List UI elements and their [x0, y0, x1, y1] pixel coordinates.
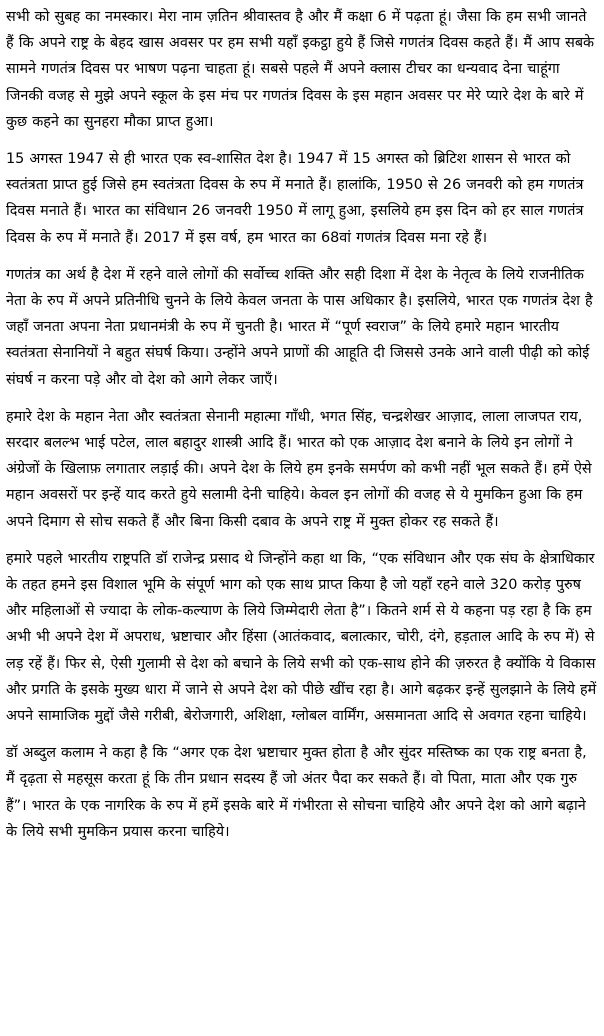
- paragraph-independence-history: 15 अगस्त 1947 से ही भारत एक स्व-शासित देश है। 1947 में 15 अगस्त को ब्रिटिश शासन से भारत को स्वतंत्रता प्राप्त हुई जिसे हम स्वतंत्रता दिवस के रुप में मनाते हैं। हालांकि, 1950 से 26 जनवरी को हम गणतंत्र दिवस मनाते हैं। भारत का संविधान 26 जनवरी 1950 में लागू हुआ, इसलिये हम इस दिन को हर साल गणतंत्र दिवस के रुप में मनाते हैं। 2017 में इस वर्ष, हम भारत का 68वां गणतंत्र दिवस मना रहे हैं।: [6, 151, 584, 246]
- paragraph-republic-meaning: गणतंत्र का अर्थ है देश में रहने वाले लोगों की सर्वोच्च शक्ति और सही दिशा में देश के नेतृत्व के लिये राजनीतिक नेता के रुप में अपने प्रतिनीधि चुनने के लिये केवल जनता के पास अधिकार है। इसलिये, भारत एक गणतंत्र देश है जहाँ जनता अपना नेता प्रधानमंत्री के रुप में चुनती है। भारत में “पूर्ण स्वराज” के लिये हमारे महान भारतीय स्वतंत्रता सेनानियों ने बहुत संघर्ष किया। उन्होंने अपने प्राणों की आहूति दी जिससे उनके आने वाली पीढ़ी को कोई संघर्ष न करना पड़े और वो देश को आगे लेकर जाएँ।: [6, 266, 593, 388]
- paragraph-freedom-fighters: हमारे देश के महान नेता और स्वतंत्रता सेनानी महात्मा गाँधी, भगत सिंह, चन्द्रशेखर आज़ाद, लाला लाजपत राय, सरदार बलल्भ भाई पटेल, लाल बहादुर शास्त्री आदि हैं। भारत को एक आज़ाद देश बनाने के लिये इन लोगों ने अंग्रेजों के खिलाफ़ लगातार लड़ाई की। अपने देश के लिये हम इनके समर्पण को कभी नहीं भूल सकते हैं। हमें ऐसे महान अवसरों पर इन्हें याद करते हुये सलामी देनी चाहिये। केवल इन लोगों की वजह से ये मुमकिन हुआ कि हम अपने दिमाग से सोच सकते हैं और बिना किसी दबाव के अपने राष्ट्र में मुक्त होकर रह सकते हैं।: [6, 408, 592, 530]
- paragraph-abdul-kalam-quote: डॉ अब्दुल कलाम ने कहा है कि “अगर एक देश भ्रष्टाचार मुक्त होता है और सुंदर मस्तिष्क का एक राष्ट्र बनता है, मैं दृढ़ता से महसूस करता हूं कि तीन प्रधान सदस्य हैं जो अंतर पैदा कर सकते हैं। वो पिता, माता और एक गुरु हैं”। भारत के एक नागरिक के रुप में हमें इसके बारे में गंभीरता से सोचना चाहिये और अपने देश को आगे बढ़ाने के लिये सभी मुमकिन प्रयास करना चाहिये।: [6, 745, 587, 840]
- paragraph-rajendra-prasad-quote: हमारे पहले भारतीय राष्ट्रपति डॉ राजेन्द्र प्रसाद थे जिन्होंने कहा था कि, “एक संविधान और एक संघ के क्षेत्राधिकार के तहत हमने इस विशाल भूमि के संपूर्ण भाग को एक साथ प्राप्त किया है जो यहाँ रहने वाले 320 करोड़ पुरुष और महिलाओं से ज्यादा के लोक-कल्याण के लिये जिम्मेदारी लेता है”। कितने शर्म से ये कहना पड़ रहा है कि हम अभी भी अपने देश में अपराध, भ्रष्टाचार और हिंसा (आतंकवाद, बलात्कार, चोरी, दंगे, हड़ताल आदि के रुप में) से लड़ रहें हैं। फिर से, ऐसी गुलामी से देश को बचाने के लिये सभी को एक-साथ होने की ज़रुरत है क्योंकि ये विकास और प्रगति के इसके मुख्य धारा में जाने से अपने देश को पीछे खींच रहा है। आगे बढ़कर इन्हें सुलझाने के लिये हमें अपने सामाजिक मुद्दों जैसे गरीबी, बेरोजगारी, अशिक्षा, ग्लोबल वार्मिंग, असमानता आदि से अवगत रहना चाहिये।: [6, 550, 597, 725]
- paragraph-greeting: सभी को सुबह का नमस्कार। मेरा नाम ज़तिन श्रीवास्तव है और मैं कक्षा 6 में पढ़ता हूं। जैसा कि हम सभी जानते हैं कि अपने राष्ट्र के बेहद खास अवसर पर हम सभी यहाँ इकट्ठा हुये हैं जिसे गणतंत्र दिवस कहते हैं। मैं आप सबके सामने गणतंत्र दिवस पर भाषण पढ़ना चाहता हूं। सबसे पहले मैं अपने क्लास टीचर का धन्यवाद देना चाहूंगा जिनकी वजह से मुझे अपने स्कूल के इस मंच पर गणतंत्र दिवस के इस महान अवसर पर मेरे प्यारे देश के बारे में कुछ कहने का सुनहरा मौका प्राप्त हुआ।: [6, 9, 595, 130]
